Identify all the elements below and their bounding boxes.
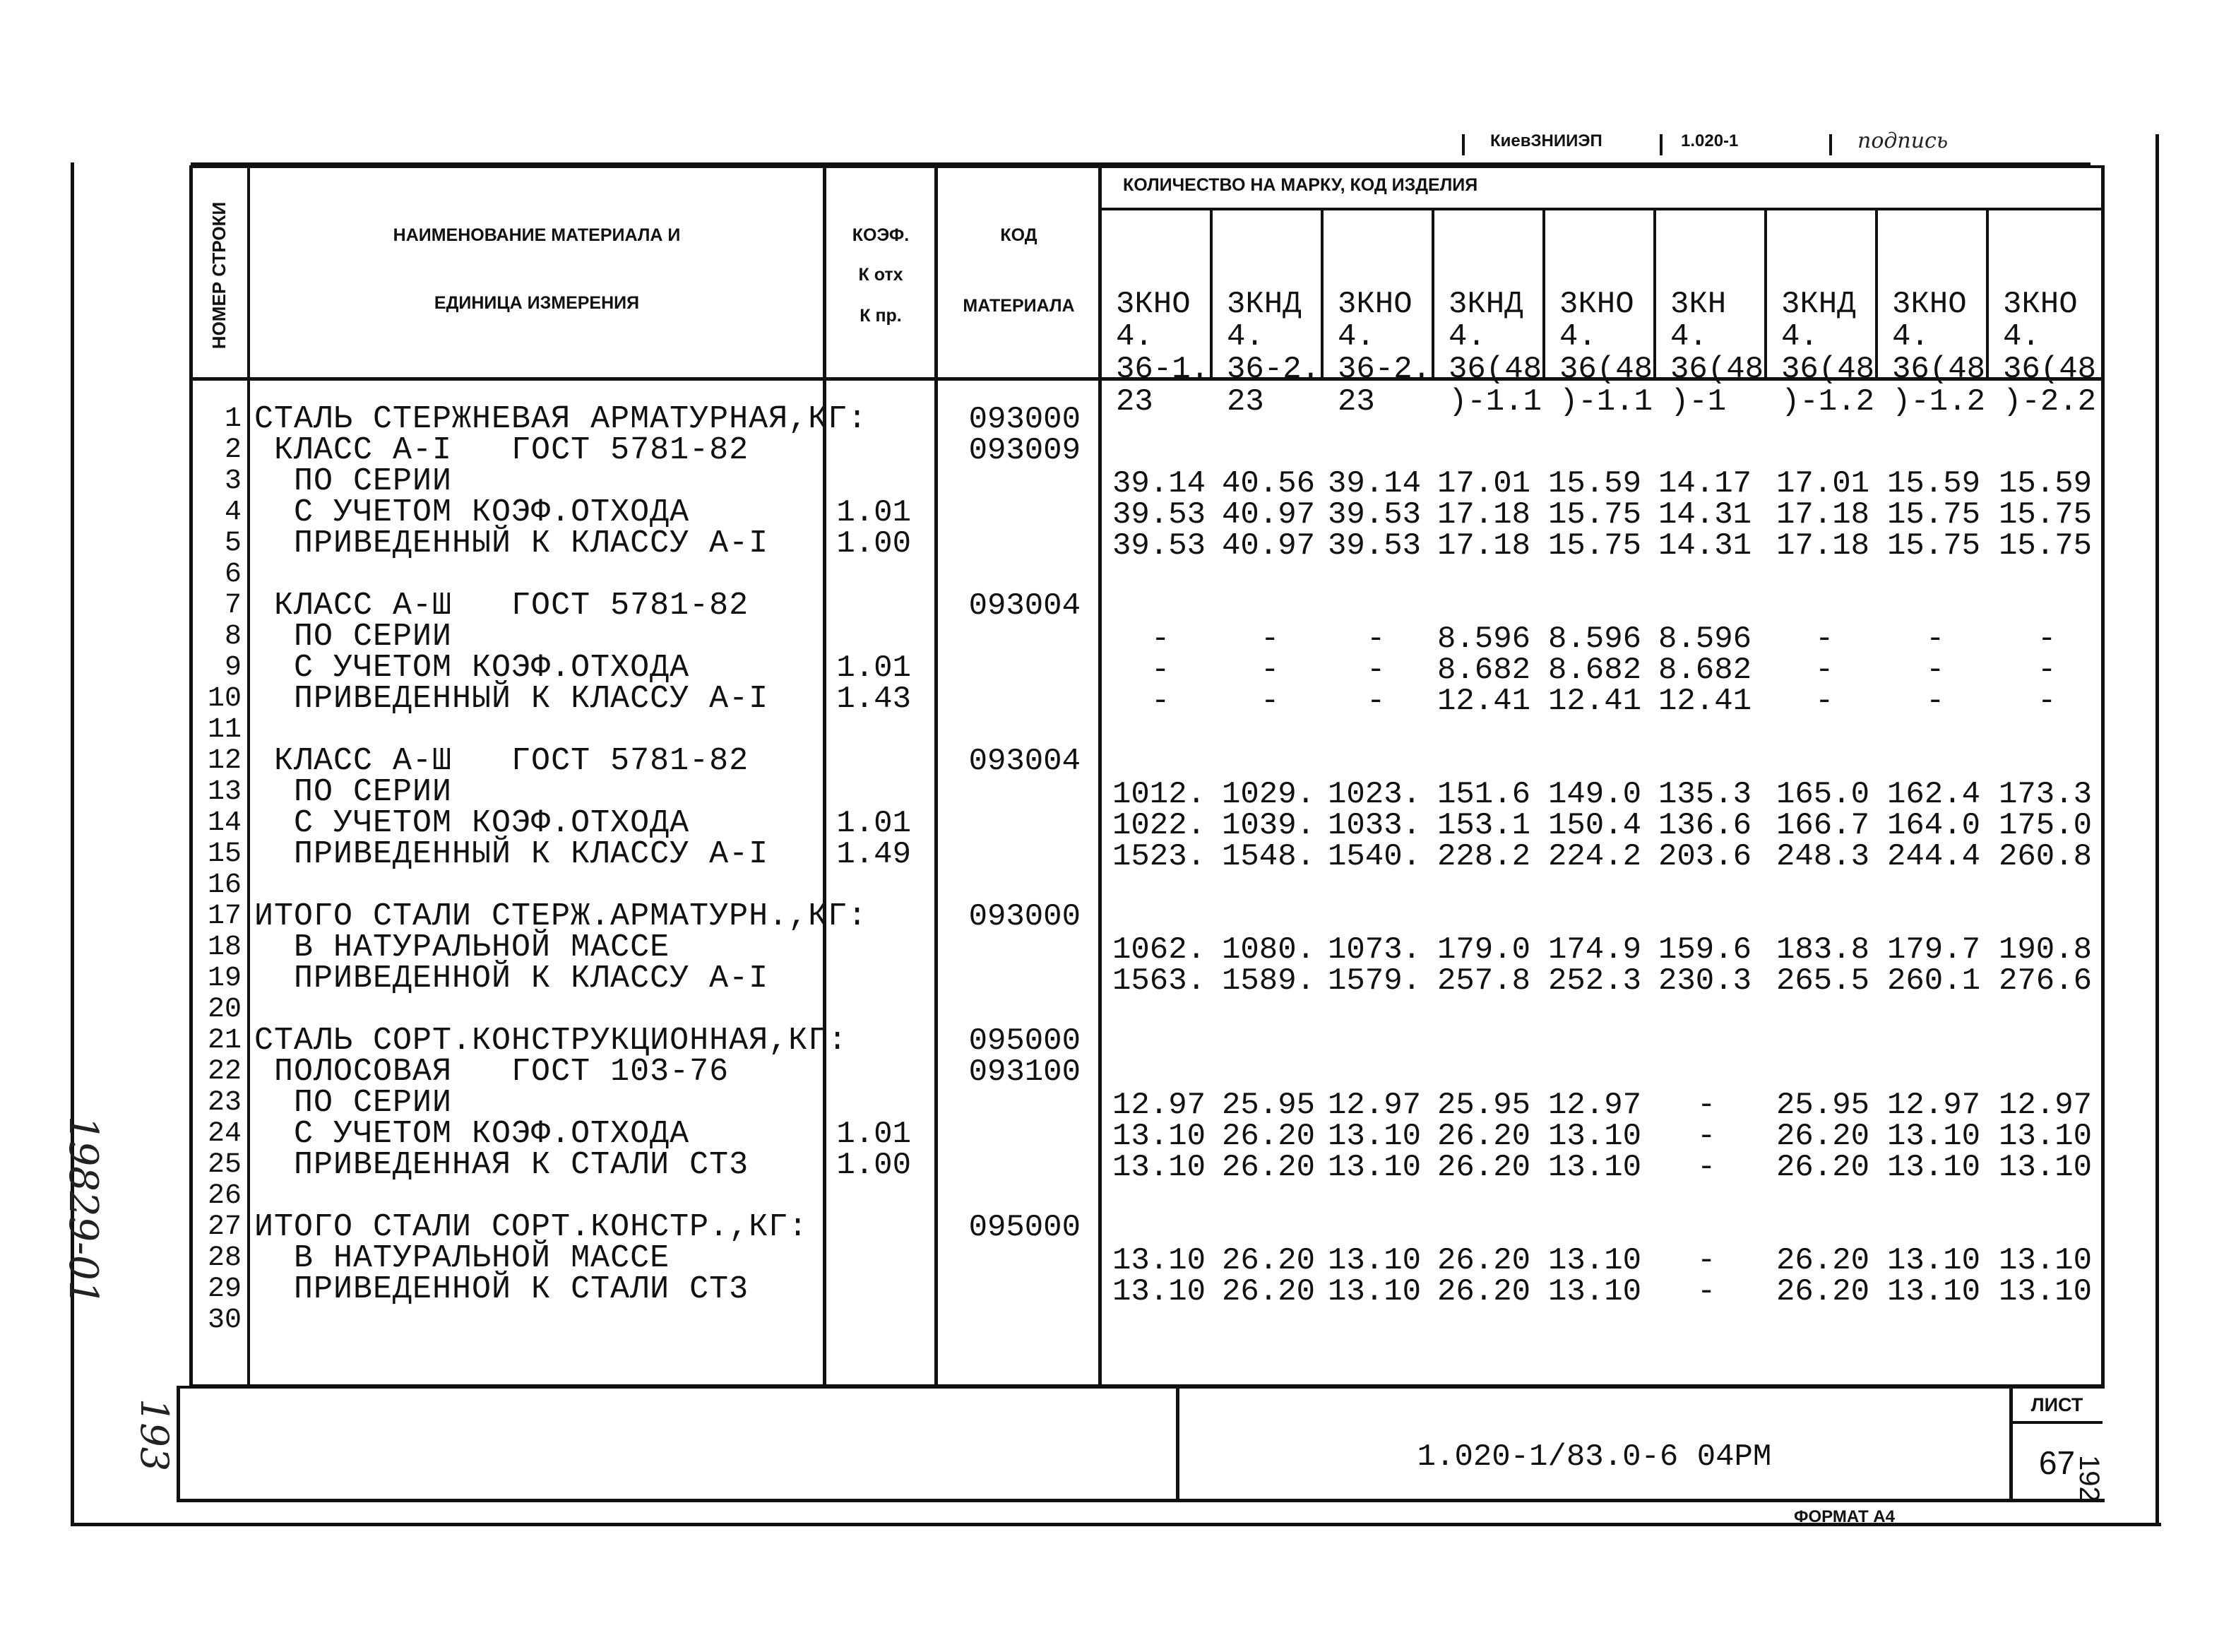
quantity-value: 40.97 <box>1222 497 1316 533</box>
header-name: НАИМЕНОВАНИЕ МАТЕРИАЛА И <box>393 225 681 245</box>
quantity-value: 1062. <box>1112 932 1206 968</box>
material-name: ИТОГО СТАЛИ СТЕРЖ.АРМАТУРН.,КГ: <box>254 898 868 934</box>
row-number: 25 <box>207 1149 242 1181</box>
quantity-value: 26.20 <box>1222 1274 1316 1309</box>
quantity-value: 13.10 <box>1328 1243 1422 1278</box>
quantity-value: - <box>1926 622 1945 657</box>
material-code: 095000 <box>968 1023 1081 1059</box>
row-number: 13 <box>207 776 242 808</box>
material-name: ПРИВЕДЕННЫЙ К КЛАССУ А-I <box>254 525 769 561</box>
quantity-value: 15.75 <box>1999 528 2093 564</box>
quantity-value: 183.8 <box>1776 932 1870 968</box>
quantity-value: 248.3 <box>1776 839 1870 874</box>
product-header: 3КН 4. 36(48 )-1 <box>1670 287 1764 420</box>
quantity-value: 17.18 <box>1437 497 1531 533</box>
quantity-value: 13.10 <box>1999 1119 2093 1154</box>
row-number: 4 <box>224 497 242 528</box>
row-number: 30 <box>207 1305 242 1336</box>
quantity-value: 15.75 <box>1999 497 2093 533</box>
quantity-value: 15.75 <box>1548 528 1642 564</box>
row-number: 1 <box>224 403 242 435</box>
koef-value: 1.01 <box>836 1117 911 1152</box>
quantity-value: 13.10 <box>1328 1119 1422 1154</box>
quantity-value: 13.10 <box>1999 1243 2093 1278</box>
material-code: 093000 <box>968 402 1081 437</box>
header-code-2: МАТЕРИАЛА <box>963 296 1075 316</box>
quantity-value: 25.95 <box>1222 1088 1316 1123</box>
quantity-value: 13.10 <box>1548 1119 1642 1154</box>
quantity-value: 175.0 <box>1999 808 2093 843</box>
quantity-value: - <box>1926 684 1945 719</box>
quantity-value: - <box>1151 653 1170 688</box>
quantity-value: 1039. <box>1222 808 1316 843</box>
quantity-value: 1012. <box>1112 777 1206 812</box>
material-name: ПРИВЕДЕННЫЙ К КЛАССУ А-I <box>254 681 769 717</box>
quantity-value: 15.75 <box>1887 528 1981 564</box>
header-k-pr: К пр. <box>860 306 902 326</box>
stamp-org: КиевЗНИИЭП <box>1490 131 1602 150</box>
material-name: КЛАСС А-I ГОСТ 5781-82 <box>254 432 749 468</box>
quantity-value: - <box>1261 653 1280 688</box>
quantity-value: 15.59 <box>1548 466 1642 501</box>
quantity-value: 173.3 <box>1999 777 2093 812</box>
quantity-value: 257.8 <box>1437 963 1531 999</box>
quantity-value: 1548. <box>1222 839 1316 874</box>
quantity-value: - <box>1697 1119 1716 1154</box>
quantity-value: 153.1 <box>1437 808 1531 843</box>
product-header: 3КНД 4. 36(48 )-1.2 <box>1781 287 1875 420</box>
quantity-value: 179.0 <box>1437 932 1531 968</box>
quantity-value: 164.0 <box>1887 808 1981 843</box>
material-name: КЛАСС А-Ш ГОСТ 5781-82 <box>254 743 749 779</box>
quantity-value: 15.59 <box>1999 466 2093 501</box>
material-code: 093004 <box>968 744 1081 779</box>
quantity-value: - <box>1697 1088 1716 1123</box>
quantity-value: 1589. <box>1222 963 1316 999</box>
quantity-value: - <box>1261 684 1280 719</box>
quantity-value: 13.10 <box>1887 1274 1981 1309</box>
quantity-value: 166.7 <box>1776 808 1870 843</box>
quantity-value: 12.97 <box>1548 1088 1642 1123</box>
row-number: 9 <box>224 652 242 684</box>
quantity-value: 26.20 <box>1437 1119 1531 1154</box>
material-code: 093100 <box>968 1054 1081 1090</box>
quantity-value: 39.14 <box>1328 466 1422 501</box>
row-number: 7 <box>224 590 242 622</box>
quantity-value: 8.596 <box>1658 622 1752 657</box>
row-number: 6 <box>224 559 242 590</box>
row-number: 8 <box>224 621 242 653</box>
quantity-value: 13.10 <box>1999 1274 2093 1309</box>
quantity-value: - <box>1367 622 1386 657</box>
header-k-otx: К отх <box>858 265 903 285</box>
quantity-value: 179.7 <box>1887 932 1981 968</box>
quantity-value: 25.95 <box>1437 1088 1531 1123</box>
quantity-value: 13.10 <box>1548 1274 1642 1309</box>
quantity-value: 224.2 <box>1548 839 1642 874</box>
quantity-value: 26.20 <box>1437 1243 1531 1278</box>
row-number: 26 <box>207 1180 242 1212</box>
quantity-value: 26.20 <box>1776 1243 1870 1278</box>
quantity-value: 252.3 <box>1548 963 1642 999</box>
quantity-value: 13.10 <box>1887 1119 1981 1154</box>
material-name: ИТОГО СТАЛИ СОРТ.КОНСТР.,КГ: <box>254 1209 809 1245</box>
product-header: 3КНД 4. 36-2. 23 <box>1227 287 1321 420</box>
row-number: 24 <box>207 1118 242 1150</box>
quantity-value: 40.56 <box>1222 466 1316 501</box>
material-name: ПОЛОСОВАЯ ГОСТ 103-76 <box>254 1054 730 1090</box>
material-name: ПО СЕРИИ <box>254 619 453 655</box>
quantity-value: 1033. <box>1328 808 1422 843</box>
row-number: 18 <box>207 932 242 963</box>
quantity-value: 14.17 <box>1658 466 1752 501</box>
material-name: С УЧЕТОМ КОЭФ.ОТХОДА <box>254 650 690 686</box>
header-quantity: КОЛИЧЕСТВО НА МАРКУ, КОД ИЗДЕЛИЯ <box>1123 175 1478 195</box>
quantity-value: 135.3 <box>1658 777 1752 812</box>
row-number: 2 <box>224 434 242 466</box>
product-header: 3КНО 4. 36-1. 23 <box>1116 287 1210 420</box>
row-number: 20 <box>207 994 242 1026</box>
koef-value: 1.00 <box>836 526 911 561</box>
material-name: ПРИВЕДЕННЫЙ К КЛАССУ А-I <box>254 836 769 872</box>
product-header: 3КНД 4. 36(48 )-1.1 <box>1449 287 1542 420</box>
quantity-value: 260.8 <box>1999 839 2093 874</box>
quantity-value: 26.20 <box>1222 1119 1316 1154</box>
header-unit: ЕДИНИЦА ИЗМЕРЕНИЯ <box>434 293 640 313</box>
row-number: 19 <box>207 963 242 994</box>
quantity-value: 13.10 <box>1112 1119 1206 1154</box>
row-number: 5 <box>224 528 242 559</box>
material-name: ПО СЕРИИ <box>254 774 453 810</box>
row-number: 3 <box>224 465 242 497</box>
material-name: ПРИВЕДЕННОЙ К КЛАССУ А-I <box>254 961 769 997</box>
quantity-value: 8.596 <box>1437 622 1531 657</box>
quantity-value: 40.97 <box>1222 528 1316 564</box>
row-number: 11 <box>207 714 242 746</box>
quantity-value: - <box>1697 1243 1716 1278</box>
quantity-value: - <box>1815 653 1834 688</box>
row-number: 17 <box>207 901 242 932</box>
material-name: ПО СЕРИИ <box>254 463 453 499</box>
quantity-value: - <box>1697 1150 1716 1185</box>
quantity-value: 151.6 <box>1437 777 1531 812</box>
quantity-value: 228.2 <box>1437 839 1531 874</box>
quantity-value: 13.10 <box>1548 1243 1642 1278</box>
row-number: 29 <box>207 1273 242 1305</box>
quantity-value: 149.0 <box>1548 777 1642 812</box>
quantity-value: 265.5 <box>1776 963 1870 999</box>
quantity-value: 26.20 <box>1776 1150 1870 1185</box>
row-number: 16 <box>207 869 242 901</box>
row-number: 12 <box>207 745 242 777</box>
quantity-value: 13.10 <box>1112 1243 1206 1278</box>
quantity-value: 17.18 <box>1776 528 1870 564</box>
quantity-value: 174.9 <box>1548 932 1642 968</box>
header-koef: КОЭФ. <box>852 225 910 245</box>
sheet-label: ЛИСТ <box>2030 1394 2083 1415</box>
material-code: 095000 <box>968 1210 1081 1245</box>
material-name: С УЧЕТОМ КОЭФ.ОТХОДА <box>254 494 690 530</box>
quantity-value: 13.10 <box>1112 1150 1206 1185</box>
format-label: ФОРМАТ А4 <box>1794 1507 1895 1526</box>
quantity-value: 13.10 <box>1328 1274 1422 1309</box>
quantity-value: - <box>2038 622 2057 657</box>
row-number: 10 <box>207 683 242 715</box>
quantity-value: 15.75 <box>1548 497 1642 533</box>
quantity-value: 12.41 <box>1548 684 1642 719</box>
row-number: 28 <box>207 1242 242 1274</box>
quantity-value: 136.6 <box>1658 808 1752 843</box>
quantity-value: 260.1 <box>1887 963 1981 999</box>
quantity-value: 1029. <box>1222 777 1316 812</box>
quantity-value: 13.10 <box>1887 1243 1981 1278</box>
row-number: 22 <box>207 1056 242 1088</box>
quantity-value: 39.53 <box>1328 497 1422 533</box>
quantity-value: 1523. <box>1112 839 1206 874</box>
material-code: 093004 <box>968 588 1081 624</box>
document-code: 1.020-1/83.0-6 04РМ <box>1417 1439 1772 1475</box>
quantity-value: - <box>1261 622 1280 657</box>
titleblock-top <box>178 1386 2105 1389</box>
row-number: 15 <box>207 838 242 870</box>
quantity-value: 203.6 <box>1658 839 1752 874</box>
material-name: ПРИВЕДЕННАЯ К СТАЛИ СТ3 <box>254 1147 749 1183</box>
quantity-value: 8.682 <box>1437 653 1531 688</box>
product-header: 3КНО 4. 36(48 )-1.1 <box>1559 287 1653 420</box>
koef-value: 1.01 <box>836 806 911 841</box>
quantity-value: 39.53 <box>1112 497 1206 533</box>
quantity-value: - <box>1367 653 1386 688</box>
quantity-value: 165.0 <box>1776 777 1870 812</box>
quantity-value: 190.8 <box>1999 932 2093 968</box>
product-header: 3КНО 4. 36(48 )-1.2 <box>1892 287 1986 420</box>
quantity-value: - <box>1926 653 1945 688</box>
quantity-value: 8.596 <box>1548 622 1642 657</box>
quantity-value: 14.31 <box>1658 497 1752 533</box>
quantity-value: - <box>1815 684 1834 719</box>
quantity-value: 162.4 <box>1887 777 1981 812</box>
quantity-value: 12.97 <box>1328 1088 1422 1123</box>
quantity-value: 25.95 <box>1776 1088 1870 1123</box>
quantity-value: 26.20 <box>1776 1119 1870 1154</box>
sheet-number: 67 <box>2038 1444 2076 1481</box>
header-code-1: КОД <box>1000 225 1037 245</box>
header-row-number: НОМЕР СТРОКИ <box>208 201 230 350</box>
koef-value: 1.01 <box>836 495 911 530</box>
quantity-value: - <box>1697 1274 1716 1309</box>
quantity-value: 17.18 <box>1437 528 1531 564</box>
quantity-value: 1022. <box>1112 808 1206 843</box>
quantity-value: 150.4 <box>1548 808 1642 843</box>
koef-value: 1.43 <box>836 682 911 717</box>
koef-value: 1.01 <box>836 650 911 686</box>
quantity-value: - <box>1151 622 1170 657</box>
handwritten-page-number: 193 <box>132 1398 177 1472</box>
quantity-value: - <box>2038 684 2057 719</box>
side-number: 192 <box>2074 1455 2105 1502</box>
quantity-value: 12.97 <box>1887 1088 1981 1123</box>
quantity-value: 1073. <box>1328 932 1422 968</box>
quantity-value: 12.41 <box>1437 684 1531 719</box>
material-name: С УЧЕТОМ КОЭФ.ОТХОДА <box>254 805 690 841</box>
quantity-value: 1080. <box>1222 932 1316 968</box>
quantity-value: 26.20 <box>1776 1274 1870 1309</box>
quantity-value: 230.3 <box>1658 963 1752 999</box>
quantity-value: 1579. <box>1328 963 1422 999</box>
quantity-value: 17.01 <box>1437 466 1531 501</box>
quantity-value: 15.75 <box>1887 497 1981 533</box>
material-code: 093000 <box>968 899 1081 934</box>
quantity-value: 15.59 <box>1887 466 1981 501</box>
quantity-value: 13.10 <box>1548 1150 1642 1185</box>
quantity-value: 1563. <box>1112 963 1206 999</box>
quantity-value: - <box>1151 684 1170 719</box>
quantity-value: 13.10 <box>1112 1274 1206 1309</box>
quantity-value: 14.31 <box>1658 528 1752 564</box>
quantity-value: 17.01 <box>1776 466 1870 501</box>
quantity-value: - <box>1367 684 1386 719</box>
quantity-value: 26.20 <box>1222 1243 1316 1278</box>
quantity-value: 39.53 <box>1112 528 1206 564</box>
quantity-value: 1023. <box>1328 777 1422 812</box>
quantity-value: 13.10 <box>1328 1150 1422 1185</box>
quantity-value: - <box>1815 622 1834 657</box>
material-code: 093009 <box>968 433 1081 468</box>
material-name: СТАЛЬ СОРТ.КОНСТРУКЦИОННАЯ,КГ: <box>254 1023 848 1059</box>
quantity-value: 39.53 <box>1328 528 1422 564</box>
material-name: КЛАСС А-Ш ГОСТ 5781-82 <box>254 588 749 624</box>
material-name: ПО СЕРИИ <box>254 1085 453 1121</box>
quantity-value: 26.20 <box>1437 1150 1531 1185</box>
stamp-code: 1.020-1 <box>1681 131 1739 150</box>
quantity-value: 8.682 <box>1548 653 1642 688</box>
quantity-value: 26.20 <box>1222 1150 1316 1185</box>
titleblock-left <box>177 1386 180 1502</box>
koef-value: 1.49 <box>836 837 911 872</box>
quantity-value: 159.6 <box>1658 932 1752 968</box>
quantity-value: 13.10 <box>1887 1150 1981 1185</box>
row-number: 27 <box>207 1211 242 1243</box>
quantity-value: 26.20 <box>1437 1274 1531 1309</box>
material-name: ПРИВЕДЕННОЙ К СТАЛИ СТ3 <box>254 1271 749 1307</box>
quantity-value: 276.6 <box>1999 963 2093 999</box>
row-number: 23 <box>207 1087 242 1119</box>
koef-value: 1.00 <box>836 1148 911 1183</box>
quantity-value: - <box>2038 653 2057 688</box>
quantity-value: 8.682 <box>1658 653 1752 688</box>
quantity-value: 17.18 <box>1776 497 1870 533</box>
stamp-signature: подпись <box>1857 129 1949 153</box>
product-header: 3КНО 4. 36-2. 23 <box>1338 287 1432 420</box>
titleblock-bottom <box>177 1499 2105 1502</box>
material-name: С УЧЕТОМ КОЭФ.ОТХОДА <box>254 1116 690 1152</box>
material-name: В НАТУРАЛЬНОЙ МАССЕ <box>254 929 670 965</box>
quantity-value: 12.41 <box>1658 684 1752 719</box>
quantity-value: 13.10 <box>1999 1150 2093 1185</box>
row-number: 21 <box>207 1025 242 1057</box>
row-number: 14 <box>207 807 242 839</box>
product-header: 3КНО 4. 36(48 )-2.2 <box>2003 287 2097 420</box>
quantity-value: 1540. <box>1328 839 1422 874</box>
material-name: В НАТУРАЛЬНОЙ МАССЕ <box>254 1240 670 1276</box>
handwritten-inventory-number: 19829-01 <box>60 1116 106 1306</box>
quantity-value: 244.4 <box>1887 839 1981 874</box>
quantity-value: 12.97 <box>1112 1088 1206 1123</box>
quantity-value: 12.97 <box>1999 1088 2093 1123</box>
quantity-value: 39.14 <box>1112 466 1206 501</box>
titleblock-sheet-mid <box>2011 1421 2103 1424</box>
material-name: СТАЛЬ СТЕРЖНЕВАЯ АРМАТУРНАЯ,КГ: <box>254 401 868 437</box>
